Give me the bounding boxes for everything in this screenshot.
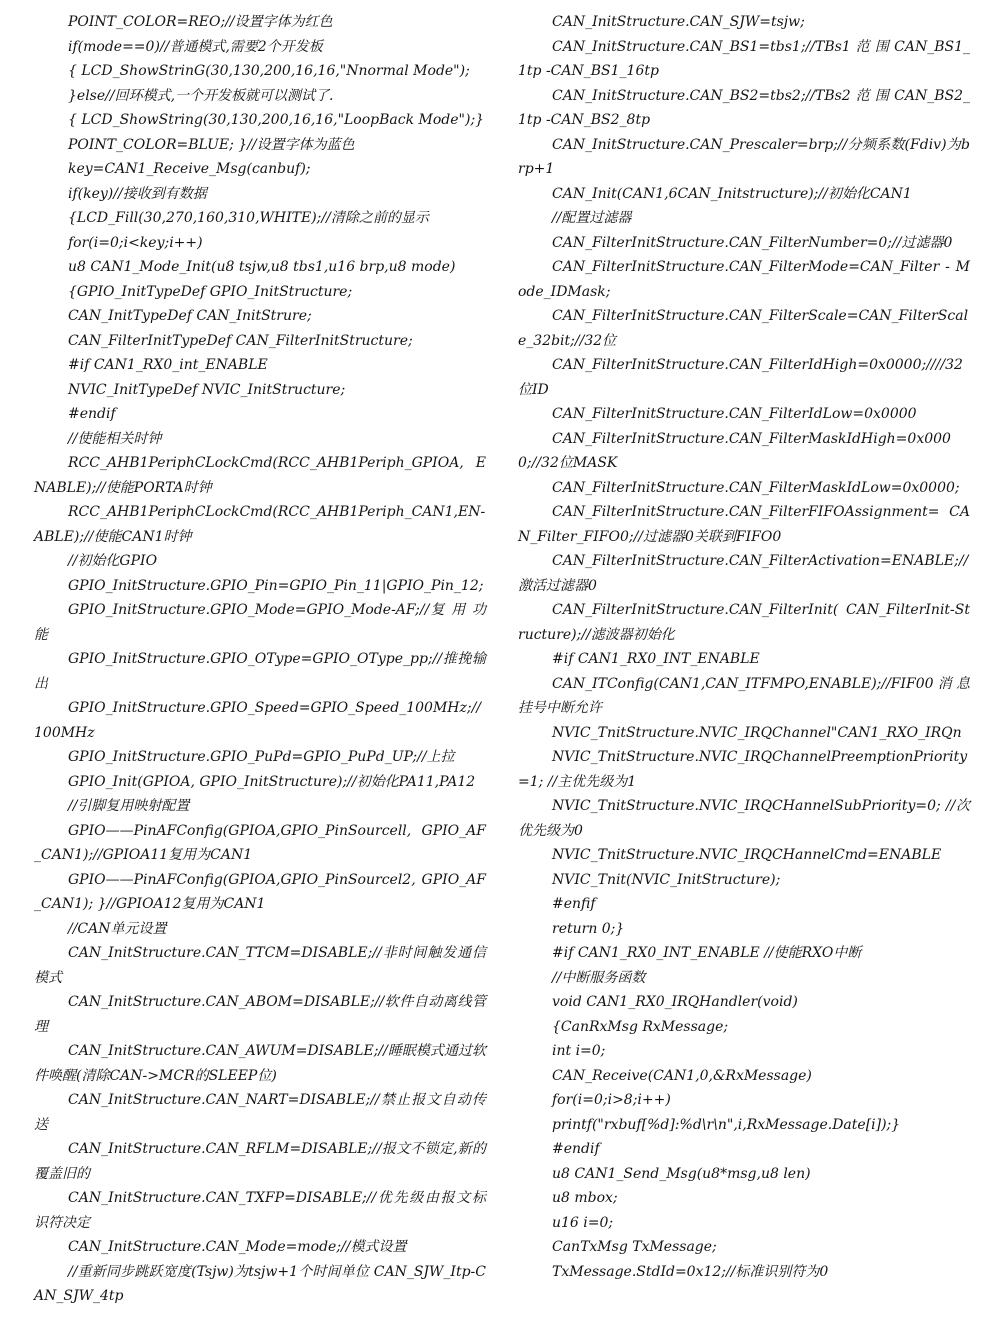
code-paragraph: #if CAN1_RX0_INT_ENABLE xyxy=(552,651,760,667)
code-paragraph: CAN_InitStructure.CAN_TTCM=DISABLE;//非时间触发通信模式 xyxy=(34,945,486,986)
code-paragraph: return 0;} xyxy=(552,920,625,937)
code-paragraph: CAN_InitStructure.CAN_RFLM=DISABLE;//报文不锁定,新的覆盖旧的 xyxy=(34,1141,486,1182)
code-paragraph: CAN_InitStructure.CAN_SJW=tsjw; xyxy=(552,14,805,30)
code-paragraph: #endif xyxy=(552,1141,600,1157)
code-paragraph: }else//回环模式,一个开发板就可以测试了. xyxy=(68,87,334,104)
code-paragraph: //引脚复用映射配置 xyxy=(68,798,190,814)
code-paragraph: CAN_Init(CAN1,6CAN_Initstructure);//初始化CAN1 xyxy=(552,185,912,202)
code-paragraph: CAN_FilterInitStructure.CAN_FilterMaskIdHigh=0x0000;//32位MASK xyxy=(518,430,951,471)
code-paragraph: CAN_InitStructure.CAN_ABOM=DISABLE;//软件自动离线管理 xyxy=(34,994,486,1035)
code-paragraph: NVIC_Tnit(NVIC_InitStructure); xyxy=(552,871,781,888)
code-paragraph: //初始化GPIO xyxy=(68,553,158,569)
code-paragraph: u8 CAN1_Send_Msg(u8*msg,u8 len) xyxy=(552,1165,811,1182)
code-paragraph: CAN_InitStructure.CAN_AWUM=DISABLE;//睡眠模式通过软件唤醒(清除CAN->MCR的SLEEP位) xyxy=(34,1043,486,1084)
code-paragraph: CAN_InitStructure.CAN_TXFP=DISABLE;//优先级由报文标识符决定 xyxy=(34,1190,486,1231)
code-paragraph: CAN_InitStructure.CAN_BS1=tbs1;//TBs1 范 围 CAN_BS1_1tp -CAN_BS1_16tp xyxy=(518,38,970,79)
code-paragraph: POINT_COLOR=BLUE; }//设置字体为蓝色 xyxy=(68,136,355,153)
code-paragraph: CAN_InitStructure.CAN_Mode=mode;//模式设置 xyxy=(68,1239,407,1255)
code-paragraph: CAN_ITConfig(CAN1,CAN_ITFMPO,ENABLE);//FIF00消息挂号中断允许 xyxy=(518,675,970,716)
code-paragraph: NVIC_InitTypeDef NVIC_InitStructure; xyxy=(68,381,346,398)
code-paragraph: CAN_FilterInitStructure.CAN_FilterScale=CAN_FilterScale_32bit;//32位 xyxy=(518,308,969,349)
code-paragraph: CAN_FilterInitStructure.CAN_FilterActivation=ENABLE;//激活过滤器0 xyxy=(518,553,969,594)
code-paragraph: //重新同步跳跃宽度(Tsjw)为tsjw+1个时间单位 CAN_SJW_Itp-CAN_SJW_4tp xyxy=(34,1263,486,1304)
code-paragraph: printf("rxbuf[%d]:%d\r\n",i,RxMessage.Date[i]);} xyxy=(552,1116,901,1133)
code-paragraph: { LCD_ShowString(30,130,200,16,16,"LoopBack Mode");} xyxy=(68,112,485,128)
code-paragraph: GPIO_InitStructure.GPIO_Speed=GPIO_Speed_100MHz;// 100MHz xyxy=(34,700,482,741)
code-paragraph: CAN_InitStructure.CAN_NART=DISABLE;//禁止报文自动传送 xyxy=(34,1092,486,1133)
code-paragraph: RCC_AHB1PeriphCLockCmd(RCC_AHB1Periph_CAN1,EN-ABLE);//使能CAN1时钟 xyxy=(34,504,486,545)
code-paragraph: CAN_InitStructure.CAN_Prescaler=brp;//分频系数(Fdiv)为brp+1 xyxy=(518,136,970,177)
code-paragraph: #endif xyxy=(68,406,116,422)
code-paragraph: if(mode==0)//普通模式,需要2个开发板 xyxy=(68,38,323,55)
code-paragraph: GPIO_Init(GPIOA, GPIO_InitStructure);//初始化PA11,PA12 xyxy=(68,773,476,790)
code-paragraph: if(key)//接收到有数据 xyxy=(68,185,207,202)
code-paragraph: RCC_AHB1PeriphCLockCmd(RCC_AHB1Periph_GPIOA, ENABLE);//使能PORTA时钟 xyxy=(34,455,486,496)
code-paragraph: GPIO_InitStructure.GPIO_Pin=GPIO_Pin_11|GPIO_Pin_12; xyxy=(68,577,484,594)
code-paragraph: GPIO——PinAFConfig(GPIOA,GPIO_PinSourcel2, GPIO_AF_CAN1); }//GPIOA12复用为CAN1 xyxy=(34,871,486,912)
code-paragraph: TxMessage.StdId=0x12;//标准识别符为0 xyxy=(552,1263,829,1280)
code-paragraph: #if CAN1_RX0_INT_ENABLE //使能RXO中断 xyxy=(552,945,862,961)
code-paragraph: GPIO_InitStructure.GPIO_OType=GPIO_OType_pp;//推挽输出 xyxy=(34,651,486,692)
code-paragraph: //使能相关时钟 xyxy=(68,430,162,447)
code-paragraph: //配置过滤器 xyxy=(552,210,632,226)
code-paragraph: NVIC_TnitStructure.NVIC_IRQChannelPreemptionPriority=1; //主优先级为1 xyxy=(518,749,968,790)
code-paragraph: CAN_FilterInitStructure.CAN_FilterFIFOAssignment= CAN_Filter_FIFO0;//过滤器0关联到FIFO0 xyxy=(518,504,970,545)
code-paragraph: CAN_InitStructure.CAN_BS2=tbs2;//TBs2 范 围 CAN_BS2_1tp -CAN_BS2_8tp xyxy=(518,87,970,128)
code-paragraph: CAN_FilterInitStructure.CAN_FilterIdHigh=0x0000;////32 位ID xyxy=(518,357,963,398)
code-paragraph: CAN_FilterInitStructure.CAN_FilterMode=CAN_Filter - Mode_IDMask; xyxy=(518,259,970,300)
code-paragraph: #if CAN1_RX0_int_ENABLE xyxy=(68,357,268,373)
code-paragraph: u8 mbox; xyxy=(552,1190,618,1206)
code-paragraph: {CanRxMsg RxMessage; xyxy=(552,1018,729,1035)
code-paragraph: CanTxMsg TxMessage; xyxy=(552,1239,717,1255)
code-paragraph: CAN_FilterInitStructure.CAN_FilterIdLow=0x0000 xyxy=(552,406,917,422)
code-paragraph: CAN_FilterInitStructure.CAN_FilterInit( CAN_FilterInit-Structure);//滤波器初始化 xyxy=(518,602,970,643)
code-paragraph: CAN_FilterInitStructure.CAN_FilterMaskIdLow=0x0000; xyxy=(552,479,960,496)
code-paragraph: { LCD_ShowStrinG(30,130,200,16,16,"Nnormal Mode"); xyxy=(68,63,470,79)
code-paragraph: GPIO_InitStructure.GPIO_Mode=GPIO_Mode-AF;//复 用 功能 xyxy=(34,602,486,643)
code-paragraph: //中断服务函数 xyxy=(552,969,646,986)
code-paragraph: void CAN1_RX0_IRQHandler(void) xyxy=(552,994,798,1010)
code-paragraph: NVIC_TnitStructure.NVIC_IRQChannel"CAN1_RXO_IRQn xyxy=(552,724,962,741)
code-paragraph: {GPIO_InitTypeDef GPIO_InitStructure; xyxy=(68,283,353,300)
code-paragraph: //CAN单元设置 xyxy=(68,920,167,937)
left-text-column xyxy=(34,10,486,1309)
code-paragraph: #enfif xyxy=(552,896,596,912)
code-paragraph: CAN_InitTypeDef CAN_InitStrure; xyxy=(68,308,312,324)
code-paragraph: u16 i=0; xyxy=(552,1214,614,1231)
right-text-column xyxy=(518,10,970,1284)
code-paragraph: int i=0; xyxy=(552,1043,606,1059)
code-paragraph: for(i=0;i>8;i++) xyxy=(552,1092,671,1108)
code-paragraph: key=CAN1_Receive_Msg(canbuf); xyxy=(68,161,311,177)
code-paragraph: CAN_Receive(CAN1,0,&RxMessage) xyxy=(552,1067,812,1084)
code-paragraph: GPIO——PinAFConfig(GPIOA,GPIO_PinSourcell, GPIO_AF_CAN1);//GPIOA11复用为CAN1 xyxy=(34,822,486,863)
code-paragraph: NVIC_TnitStructure.NVIC_IRQCHannelSubPriority=0; //次优先级为0 xyxy=(518,798,970,839)
code-paragraph: CAN_FilterInitStructure.CAN_FilterNumber=0;//过滤器0 xyxy=(552,234,953,251)
code-paragraph: u8 CAN1_Mode_Init(u8 tsjw,u8 tbs1,u16 brp,u8 mode) xyxy=(68,259,456,275)
code-paragraph: {LCD_Fill(30,270,160,310,WHITE);//清除之前的显示 xyxy=(68,210,429,226)
code-paragraph: POINT_COLOR=REO;//设置字体为红色 xyxy=(68,14,333,30)
code-paragraph: CAN_FilterInitTypeDef CAN_FilterInitStructure; xyxy=(68,332,413,349)
code-paragraph: GPIO_InitStructure.GPIO_PuPd=GPIO_PuPd_UP;//上拉 xyxy=(68,749,455,765)
code-paragraph: NVIC_TnitStructure.NVIC_IRQCHannelCmd=ENABLE xyxy=(552,847,942,863)
code-paragraph: for(i=0;i<key;i++) xyxy=(68,234,203,251)
